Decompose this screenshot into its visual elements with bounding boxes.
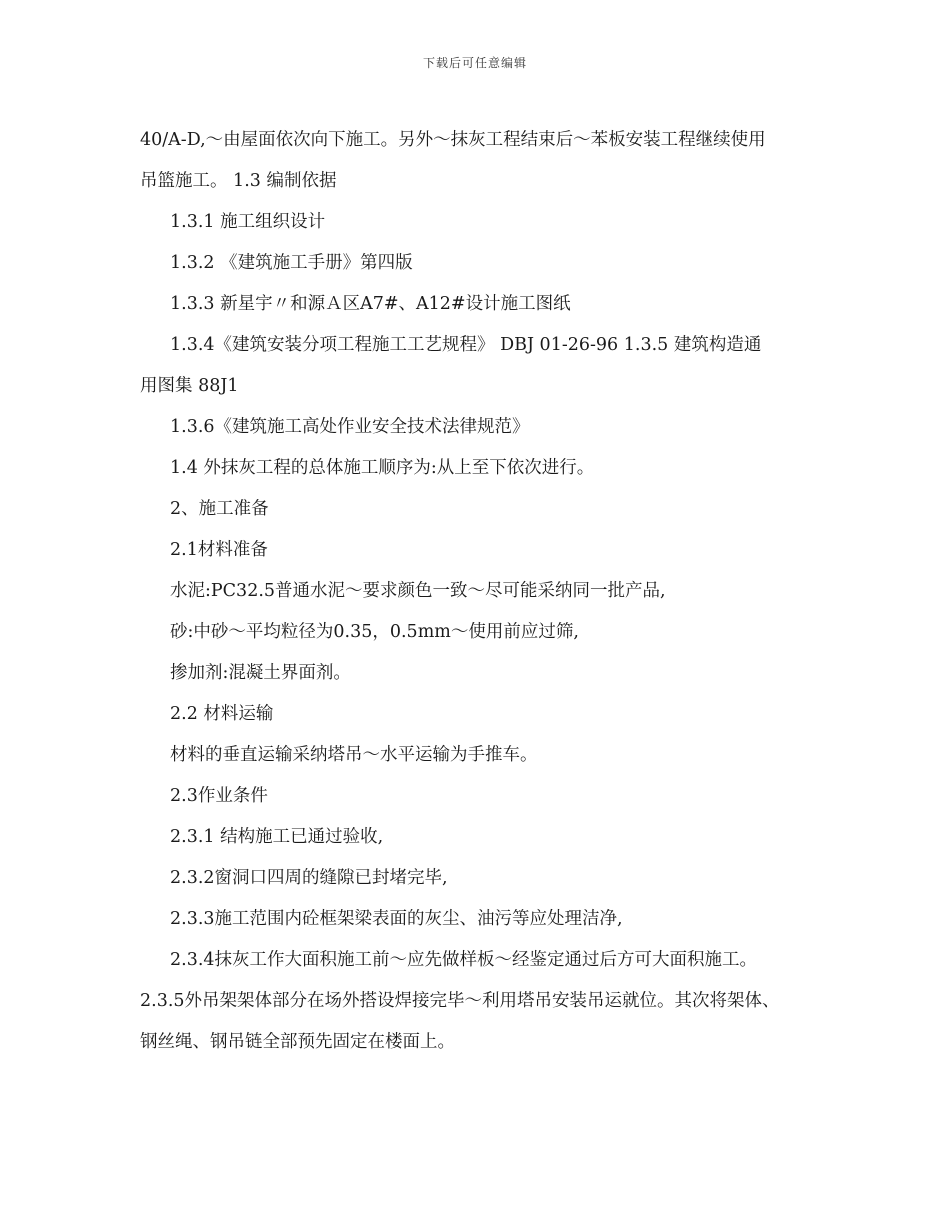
text-line: 2.3.3施工范围内砼框架梁表面的灰尘、油污等应处理洁净, (170, 909, 623, 929)
text-line: 掺加剂:混凝土界面剂。 (170, 663, 351, 683)
text-line: 2.3.1 结构施工已通过验收, (170, 827, 384, 847)
subsection-heading: 2.3作业条件 (170, 786, 268, 806)
text-line: 2.3.4抹灰工作大面积施工前～应先做样板～经鉴定通过后方可大面积施工。 (170, 950, 758, 970)
text-line: 1.3.2 《建筑施工手册》第四版 (170, 253, 413, 273)
page-header: 下载后可任意编辑 (422, 56, 527, 70)
text-line: 1.4 外抹灰工程的总体施工顺序为:从上至下依次进行。 (170, 458, 595, 478)
text-line: 用图集 88J1 (140, 376, 239, 396)
section-heading: 2、施工准备 (170, 499, 269, 519)
text-line: 吊篮施工。 1.3 编制依据 (140, 171, 337, 191)
text-line: 材料的垂直运输采纳塔吊～水平运输为手推车。 (170, 745, 538, 765)
text-line: 钢丝绳、钢吊链全部预先固定在楼面上。 (140, 1032, 455, 1052)
text-line: 2.3.5外吊架架体部分在场外搭设焊接完毕～利用塔吊安装吊运就位。其次将架体、 (140, 991, 780, 1011)
subsection-heading: 2.2 材料运输 (170, 704, 274, 724)
text-line: 1.3.6《建筑施工高处作业安全技术法律规范》 (170, 417, 530, 437)
text-line: 1.3.1 施工组织设计 (170, 212, 326, 232)
subsection-heading: 2.1材料准备 (170, 540, 268, 560)
text-line: 1.3.3 新星宇〃和源Ａ区A7#、A12#设计施工图纸 (170, 294, 571, 314)
text-line: 砂:中砂～平均粒径为0.35，0.5mm～使用前应过筛, (170, 622, 579, 642)
text-line: 40/A-D,～由屋面依次向下施工。另外～抹灰工程结束后～苯板安装工程继续使用 (140, 130, 766, 150)
text-line: 水泥:PC32.5普通水泥～要求颜色一致～尽可能采纳同一批产品, (170, 581, 666, 601)
text-line: 2.3.2窗洞口四周的缝隙已封堵完毕, (170, 868, 448, 888)
text-line: 1.3.4《建筑安装分项工程施工工艺规程》 DBJ 01-26-96 1.3.5 建筑构造通 (170, 335, 762, 355)
